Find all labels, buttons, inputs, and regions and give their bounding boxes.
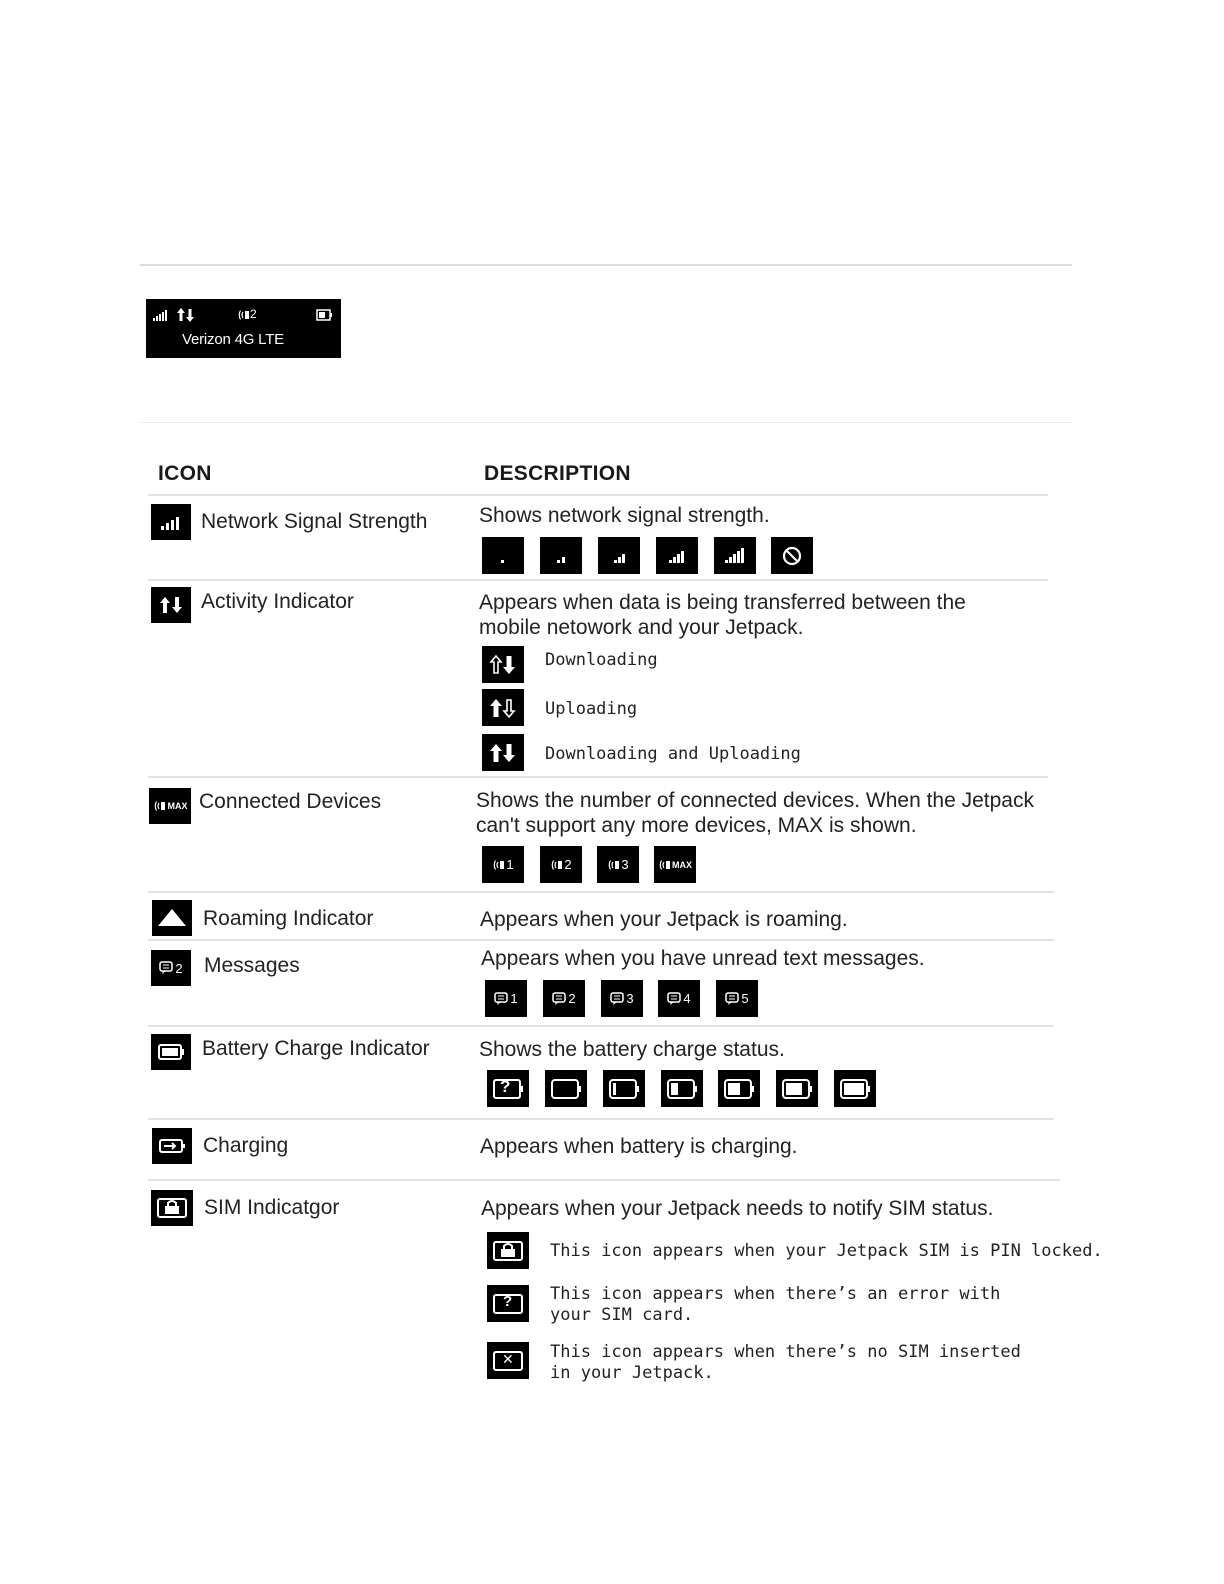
sim-error-mark: ? [503,1293,513,1310]
row-desc-activity-line2: mobile netowork and your Jetpack. [479,616,804,639]
devices-3-count: 3 [621,857,629,872]
messages-4-icon [658,980,700,1017]
row-name-roaming: Roaming Indicator [203,907,374,930]
status-bar-screen [146,299,341,358]
sim-error-icon [487,1285,529,1322]
device-count: 2 [250,307,257,321]
no-sim-text-line1: This icon appears when there’s no SIM inserted [550,1342,1021,1362]
no-sim-mark: ✕ [502,1351,514,1367]
carrier-label: Verizon 4G LTE [182,331,284,348]
sim-error-text-line2: your SIM card. [550,1305,694,1325]
row-name-battery: Battery Charge Indicator [202,1037,430,1060]
battery-level-2-icon [661,1070,703,1107]
messages-3-icon [601,980,643,1017]
activity-indicator-icon [151,587,191,623]
description-column-header: DESCRIPTION [484,462,631,485]
sim-locked-icon [487,1232,529,1269]
messages-4-count: 4 [683,991,691,1006]
devices-1-icon [482,846,524,883]
no-signal-icon [771,537,813,574]
state-downloading: Downloading [545,650,658,670]
signal-level-3-icon [598,537,640,574]
row-desc-network-signal: Shows network signal strength. [479,504,770,527]
devices-2-count: 2 [564,857,572,872]
header-divider [148,494,1048,496]
signal-level-1-icon [482,537,524,574]
uploading-icon [482,689,524,726]
messages-icon [151,950,191,986]
sim-error-text-line1: This icon appears when there’s an error with [550,1284,1001,1304]
signal-icon [152,308,170,322]
row-divider [148,1179,1060,1181]
row-desc-sim: Appears when your Jetpack needs to notify SIM status. [481,1197,994,1220]
state-uploading: Uploading [545,699,638,719]
battery-empty-icon [545,1070,587,1107]
no-sim-text-line2: in your Jetpack. [550,1363,714,1383]
signal-strength-icon [151,504,191,540]
row-divider [148,939,1054,941]
roaming-indicator-icon [152,900,192,936]
sim-indicator-icon [151,1190,193,1226]
row-desc-messages: Appears when you have unread text messages. [481,947,925,970]
devices-1-count: 1 [506,857,514,872]
top-divider [140,264,1072,266]
row-name-connected-devices: Connected Devices [199,790,382,813]
row-divider [148,579,1048,581]
messages-5-count: 5 [741,991,749,1006]
signal-level-2-icon [540,537,582,574]
row-desc-connected-line2: can't support any more devices, MAX is shown. [476,814,917,837]
row-name-sim: SIM Indicatgor [204,1196,340,1219]
signal-level-4-icon [656,537,698,574]
messages-5-icon [716,980,758,1017]
row-desc-connected-line1: Shows the number of connected devices. When the Jetpack [476,789,1034,812]
row-desc-charging: Appears when battery is charging. [480,1135,798,1158]
devices-3-icon [597,846,639,883]
signal-level-5-icon [714,537,756,574]
row-name-messages: Messages [204,954,300,977]
battery-unknown-icon [487,1070,529,1107]
messages-3-count: 3 [626,991,634,1006]
messages-1-count: 1 [510,991,518,1006]
row-divider [148,1118,1054,1120]
battery-full-icon [834,1070,876,1107]
downloading-icon [482,646,524,683]
sim-locked-text: This icon appears when your Jetpack SIM is PIN locked. [550,1241,1103,1261]
battery-level-1-icon [603,1070,645,1107]
devices-max-label: MAX [167,801,188,811]
row-name-network-signal: Network Signal Strength [201,510,428,533]
messages-2-count: 2 [568,991,576,1006]
row-name-activity: Activity Indicator [201,590,354,613]
connected-devices-row-icon [149,788,191,824]
no-sim-icon [487,1342,529,1379]
row-name-charging: Charging [203,1134,289,1157]
row-divider [148,1025,1054,1027]
state-downloading-uploading: Downloading and Uploading [545,744,801,764]
battery-level-3-icon [718,1070,760,1107]
activity-icon [177,307,195,323]
icon-column-header: ICON [158,462,212,485]
connected-devices-icon [238,308,250,322]
row-desc-battery: Shows the battery charge status. [479,1038,785,1061]
battery-charge-icon [151,1034,191,1070]
messages-2-icon [543,980,585,1017]
devices-2-icon [540,846,582,883]
row-desc-roaming: Appears when your Jetpack is roaming. [480,908,848,931]
battery-level-4-icon [776,1070,818,1107]
section-divider [140,422,1072,423]
messages-1-icon [485,980,527,1017]
row-divider [148,891,1054,893]
messages-icon-count: 2 [175,960,183,976]
devices-max-icon [654,846,696,883]
devices-max-count: MAX [672,859,692,870]
row-desc-activity-line1: Appears when data is being transferred between the [479,591,966,614]
battery-icon [316,309,332,321]
battery-unknown-mark: ? [500,1077,511,1096]
charging-icon [152,1128,192,1164]
downloading-uploading-icon [482,734,524,771]
row-divider [148,776,1048,778]
